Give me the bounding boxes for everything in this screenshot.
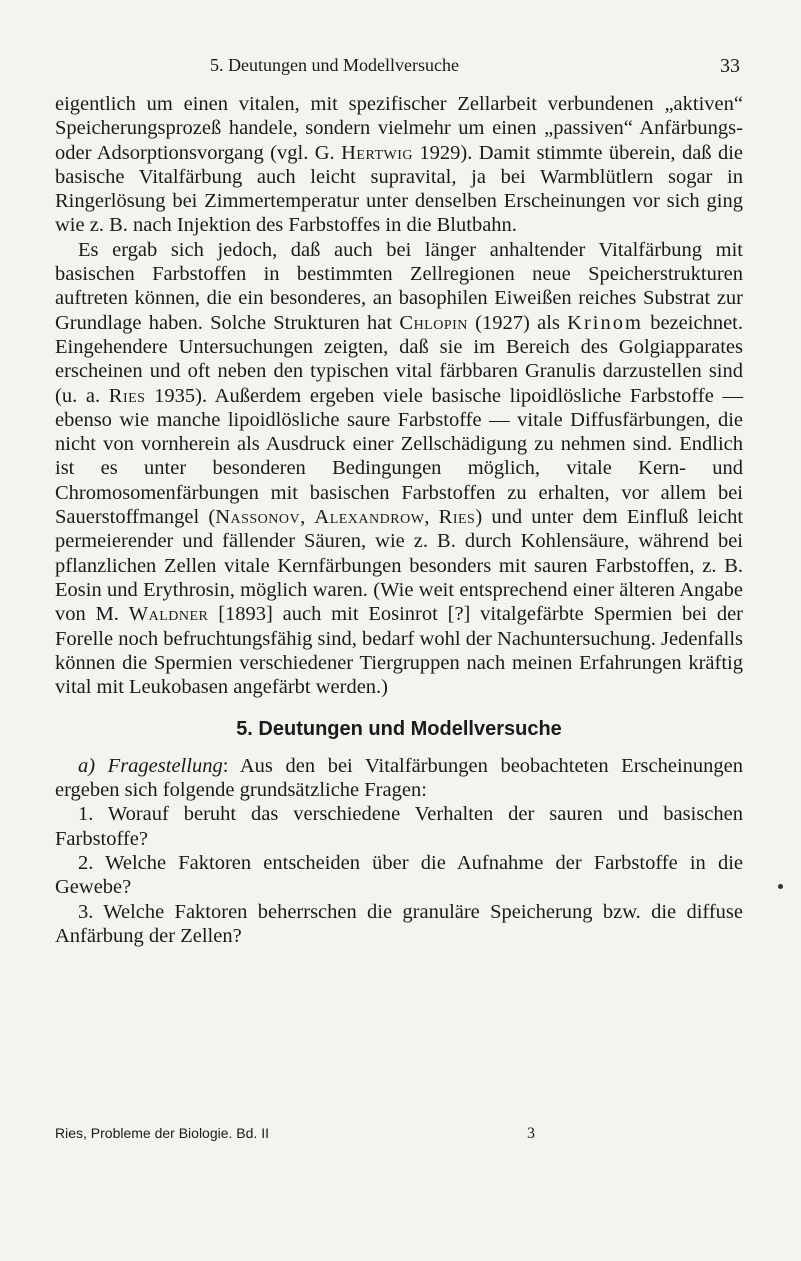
page-number: 33 [720, 55, 740, 77]
paragraph-1 [55, 92, 743, 238]
text-run: 1929). Damit stimmte überein, daß die basische Vitalfärbung auch leicht supravital, ja bei Warmblütlern sogar in Ringerlösung bei Zimmertemperatur unter denselben Erscheinungen vor sich ging wie z. B. nach Injektion des Farbstoffes in die Blutbahn. [55, 141, 744, 237]
running-title: 5. Deutungen und Modellversuche [210, 55, 459, 75]
subsection-intro [55, 754, 743, 803]
spaced-term: Krinom [567, 311, 643, 334]
text-run: Es ergab sich jedoch, daß auch bei länger anhaltender Vitalfärbung mit basischen Farbstoffen in bestimmten Zellregionen neue Speicherstrukturen auftreten können, die ein besonderes, an basophilen Eiweißen reiches Substrat zur Grundlage haben. Solche Strukturen hat [55, 238, 743, 334]
text-run: (1927) als [467, 311, 568, 334]
section-heading: 5. Deutungen und Modellversuche [236, 718, 562, 741]
sheet-signature [55, 1125, 535, 1141]
author-name: Chlopin [399, 311, 468, 334]
author-name: Ries [438, 506, 476, 529]
text-run: : Aus den bei Vitalfärbungen beobachteten Erscheinungen ergeben sich folgende grundsätzliche Fragen: [55, 754, 744, 802]
question-1: 1. Worauf beruht das verschiedene Verhalten der sauren und basischen Farbstoffe? [55, 803, 743, 850]
text-run: eigentlich um einen vitalen, mit spezifischer Zellarbeit verbundenen „aktiven“ Speicherungsprozeß handele, sondern vielmehr um einen „passiven“ Anfärbungs- oder Adsorptionsvorgang (vgl. G. [55, 93, 743, 164]
author-name: Ries [108, 384, 146, 407]
margin-dot [778, 884, 783, 889]
author-name: Waldner [128, 603, 209, 626]
author-name: Nassonov [215, 506, 301, 529]
question-3: 3. Welche Faktoren beherrschen die granuläre Speicherung bzw. die diffuse Anfärbung der Zellen? [55, 900, 743, 947]
text-run: , [424, 506, 439, 529]
text-run: , [300, 506, 315, 529]
body-text [55, 92, 743, 948]
sheet-number: 3 [527, 1125, 535, 1142]
author-name: Hertwig [341, 141, 413, 164]
author-name: Alexandrow [314, 506, 425, 529]
subsection-label: a) Fragestellung [78, 754, 223, 777]
text-run: ) und unter dem Einfluß leicht permeierender und fällender Säuren, wie z. B. durch Kohlensäure, während bei pflanzlichen Zellen vitale Kernfärbungen besonders mit sauren Farbstoffen, z. B. Eosin und Erythrosin, möglich waren. (Wie weit entsprechend einer älteren Angabe von M. [55, 506, 744, 626]
text-run: [1893] auch mit Eosinrot [?] vitalgefärbte Spermien bei der Forelle noch befruchtungsfähig sind, bedarf wohl der Nachuntersuchung. Jedenfalls können die Spermien verschiedener Tiergruppen nach meinen Erfahrungen kräftig vital mit Leukobasen angefärbt werden.) [55, 603, 744, 699]
paragraph-2 [55, 238, 743, 700]
question-2: 2. Welche Faktoren entscheiden über die Aufnahme der Farbstoffe in die Gewebe? [55, 851, 743, 899]
signature-text: Ries, Probleme der Biologie. Bd. II [55, 1125, 269, 1141]
text-run: 1935). Außerdem ergeben viele basische lipoidlösliche Farbstoffe — ebenso wie manche lipoidlösliche saure Farbstoffe — vitale Diffusfärbungen, die nicht von vornherein als Ausdruck einer Zellschädigung zu nehmen sind. Endlich ist es unter besonderen Bedingungen möglich, vitale Kern- und Chromosomenfärbungen mit basischen Farbstoffen zu erhalten, vor allem bei Sauerstoffmangel ( [55, 384, 743, 529]
text-run: bezeichnet. Eingehendere Untersuchungen zeigten, daß sie im Bereich des Golgiapparates erscheinen und oft neben den typischen vital färbbaren Granulis darzustellen sind (u. a. [55, 311, 743, 407]
